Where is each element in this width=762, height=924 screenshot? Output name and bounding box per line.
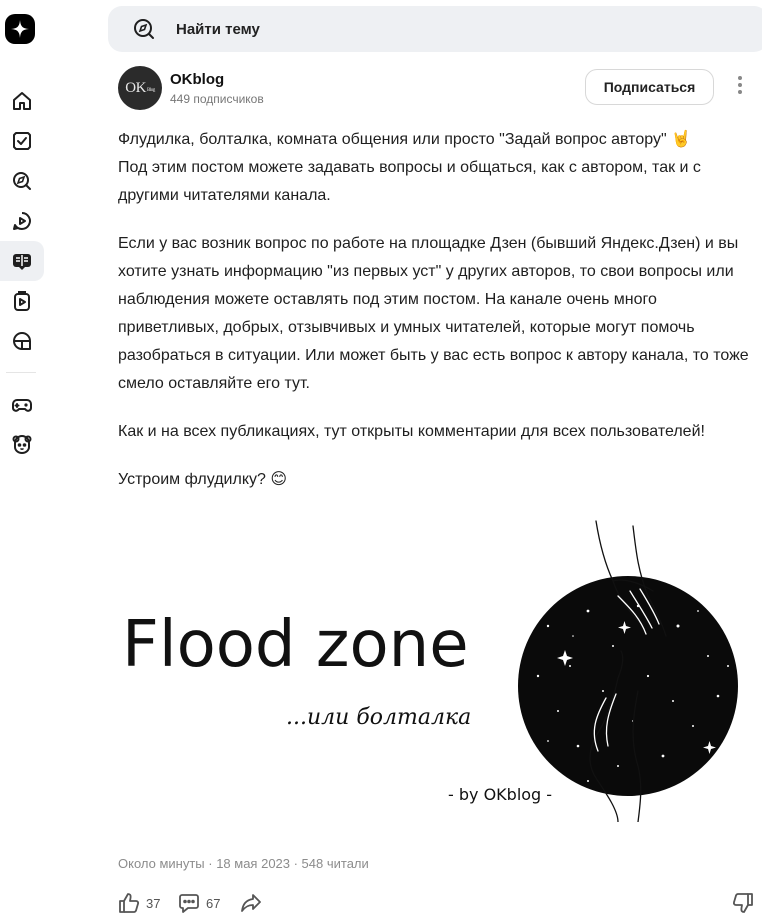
channel-avatar[interactable] xyxy=(118,66,162,110)
post-paragraph: Под этим постом можете задавать вопросы и общаться, как с автором, так и с другими читателями канала. xyxy=(118,159,701,204)
nav-discover[interactable] xyxy=(0,161,44,201)
nav-kids[interactable] xyxy=(0,425,44,465)
kids-icon xyxy=(11,434,33,456)
post-actions xyxy=(118,892,758,918)
image-credit: - by OKblog - xyxy=(448,785,553,804)
post-image[interactable] xyxy=(118,516,750,822)
shorts-icon xyxy=(11,290,33,312)
discover-icon xyxy=(11,170,33,192)
search-bar[interactable] xyxy=(108,6,762,52)
left-nav-rail xyxy=(0,0,44,924)
channel-name[interactable]: OKblog xyxy=(170,71,225,88)
games-icon xyxy=(11,394,33,416)
subscribe-button[interactable]: Подписаться xyxy=(585,69,714,105)
subscriber-count: 449 подписчиков xyxy=(170,92,264,106)
nav-home[interactable] xyxy=(0,81,44,121)
nav-shorts[interactable] xyxy=(0,281,44,321)
search-icon xyxy=(132,17,156,41)
post-paragraph: Устроим флудилку? 😊 xyxy=(118,466,750,494)
dislike-button[interactable] xyxy=(732,892,754,914)
post-paragraph: Флудилка, болталка, комната общения или просто "Задай вопрос автору" 🤘 xyxy=(118,126,750,154)
video-icon xyxy=(11,210,33,232)
avatar-small-text: Blog xyxy=(146,87,155,93)
like-icon xyxy=(118,892,140,914)
like-button[interactable] xyxy=(118,892,160,914)
rock-hand-emoji: 🤘 xyxy=(671,131,691,148)
smile-emoji: 😊 xyxy=(270,471,288,488)
more-options-icon[interactable] xyxy=(733,76,747,98)
post-paragraph: Как и на всех публикациях, тут открыты комментарии для всех пользователей! xyxy=(118,423,705,440)
share-icon xyxy=(240,892,262,914)
nav-tasks[interactable] xyxy=(0,121,44,161)
image-subtitle: ...или болталка xyxy=(286,705,472,730)
nav-sport[interactable] xyxy=(0,321,44,361)
tasks-icon xyxy=(11,130,33,152)
share-button[interactable] xyxy=(240,892,262,914)
image-title: Flood zone xyxy=(122,608,469,682)
zen-logo-icon[interactable] xyxy=(5,14,35,44)
like-count: 37 xyxy=(146,895,161,911)
post-meta: Около минуты · 18 мая 2023 · 548 читали xyxy=(118,856,369,871)
avatar-text: OK xyxy=(125,79,146,96)
nav-video[interactable] xyxy=(0,201,44,241)
nav-games[interactable] xyxy=(0,385,44,425)
comment-icon xyxy=(178,892,200,914)
nav-divider xyxy=(6,372,36,373)
comment-button[interactable] xyxy=(178,892,220,914)
dislike-icon xyxy=(732,892,754,914)
comment-count: 67 xyxy=(206,895,221,911)
articles-icon xyxy=(11,250,33,272)
nav-articles[interactable] xyxy=(0,241,44,281)
search-input[interactable]: Найти тему xyxy=(176,21,260,38)
home-icon xyxy=(11,90,33,112)
sport-icon xyxy=(11,330,33,352)
post-text xyxy=(118,126,750,514)
post-paragraph: Если у вас возник вопрос по работе на площадке Дзен (бывший Яндекс.Дзен) и вы хотите узнать информацию "из первых уст" у других авторов, то свои вопросы или наблюдения можете оставлять под этим постом. На канале очень много приветливых, добрых, отзывчивых и умных читателей, которые могут помочь разобраться в ситуации. Или может быть у вас есть вопрос к автору канала, то тоже смело оставляйте его тут. xyxy=(118,235,749,392)
